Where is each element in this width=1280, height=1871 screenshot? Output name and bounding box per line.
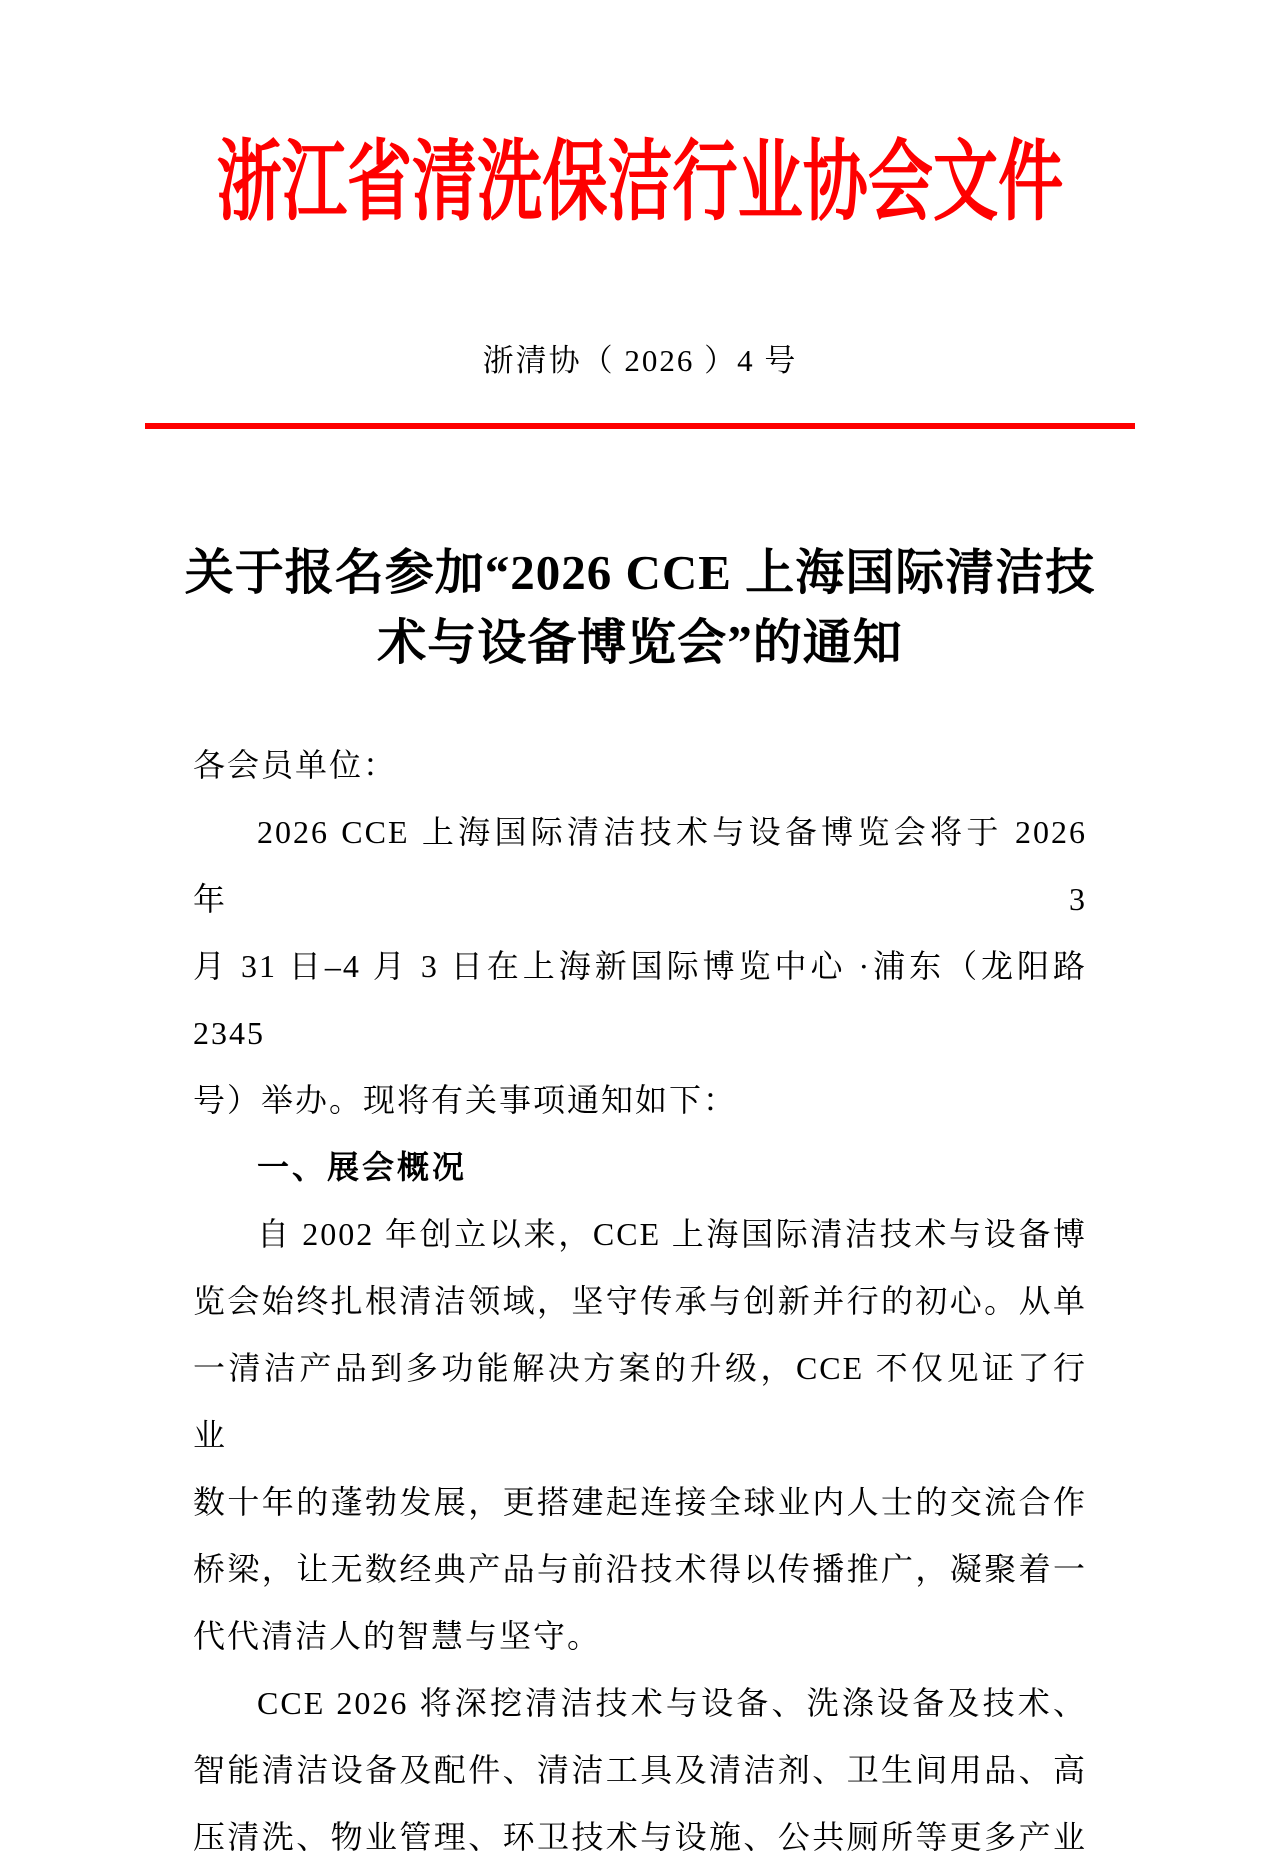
notice-title-line2: 术与设备博览会”的通知 xyxy=(377,615,903,670)
body-line: 自 2002 年创立以来，CCE 上海国际清洁技术与设备博 xyxy=(257,1216,1087,1252)
red-divider xyxy=(145,423,1135,429)
body-line: 各会员单位： xyxy=(193,747,398,783)
body-line: 号）举办。现将有关事项通知如下： xyxy=(193,1082,738,1118)
notice-title xyxy=(0,538,1280,678)
body-line: 一清洁产品到多功能解决方案的升级，CCE 不仅见证了行业 xyxy=(193,1350,1087,1453)
body-line: 月 31 日–4 月 3 日在上海新国际博览中心 ·浦东（龙阳路 2345 xyxy=(193,948,1087,1051)
document-body xyxy=(193,732,1087,1871)
body-line: 桥梁，让无数经典产品与前沿技术得以传播推广，凝聚着一 xyxy=(193,1551,1087,1587)
body-line: 览会始终扎根清洁领域，坚守传承与创新并行的初心。从单 xyxy=(193,1283,1087,1319)
body-line: CCE 2026 将深挖清洁技术与设备、洗涤设备及技术、 xyxy=(257,1685,1087,1721)
body-line: 智能清洁设备及配件、清洁工具及清洁剂、卫生间用品、高 xyxy=(193,1752,1087,1788)
body-line: 压清洗、物业管理、环卫技术与设施、公共厕所等更多产业 xyxy=(193,1819,1087,1855)
org-title: 浙江省清洗保洁行业协会文件 xyxy=(216,135,1064,232)
body-line: 数十年的蓬勃发展，更搭建起连接全球业内人士的交流合作 xyxy=(193,1484,1087,1520)
section-heading: 一、展会概况 xyxy=(257,1149,468,1185)
notice-title-line1: 关于报名参加“2026 CCE 上海国际清洁技 xyxy=(184,545,1096,600)
body-line: 2026 CCE 上海国际清洁技术与设备博览会将于 2026 年 3 xyxy=(193,814,1087,917)
doc-number: 浙清协（ 2026 ）4 号 xyxy=(482,343,798,378)
body-line: 代代清洁人的智慧与坚守。 xyxy=(193,1618,602,1654)
